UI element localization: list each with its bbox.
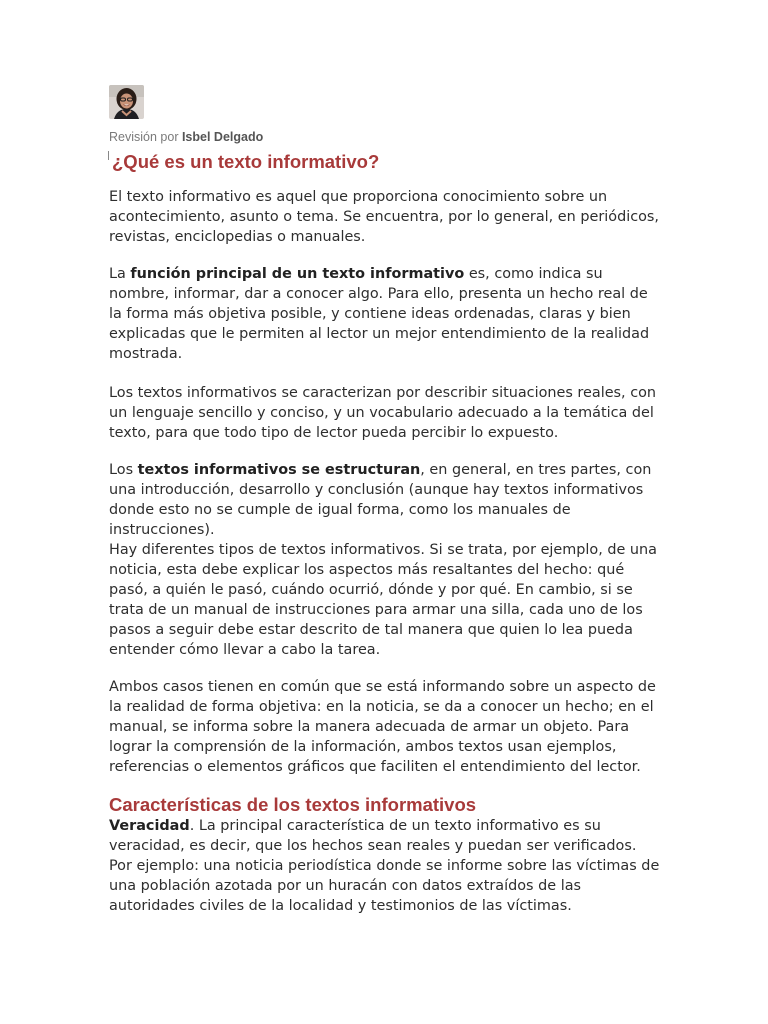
paragraph-intro: El texto informativo es aquel que proporciona conocimiento sobre un acontecimiento, asunto o tema. Se encuentra, por lo general, en periódicos, revistas, enciclopedias o manuales. bbox=[109, 189, 659, 245]
title-cursor-mark bbox=[108, 151, 109, 160]
article-title-text: ¿Qué es un texto informativo? bbox=[112, 151, 380, 172]
paragraph-veracity-rest: . La principal característica de un texto informativo es su veracidad, es decir, que los hechos sean reales y puedan ser verificados. Por ejemplo: una noticia periodística donde se informe sobre las víctimas de una población azotada por un huracán con datos extraídos de las autoridades civiles de la localidad y testimonios de las víctimas. bbox=[109, 818, 660, 914]
section-heading: Características de los textos informativos bbox=[109, 794, 477, 815]
paragraph-structure-bold: textos informativos se estructuran bbox=[137, 462, 421, 478]
author-name[interactable]: Isbel Delgado bbox=[181, 130, 264, 144]
review-byline bbox=[109, 129, 661, 145]
paragraph-veracity bbox=[109, 816, 661, 916]
author-avatar[interactable] bbox=[109, 85, 144, 119]
paragraph-common: Ambos casos tienen en común que se está informando sobre un aspecto de la realidad de forma objetiva: en la noticia, se da a conocer un hecho; en el manual, se informa sobre la manera adecuada de armar un objeto. Para lograr la comprensión de la información, ambos textos usan ejemplos, referencias o elementos gráficos que faciliten el entendimiento del lector. bbox=[109, 679, 656, 775]
paragraph-types: Hay diferentes tipos de textos informativos. Si se trata, por ejemplo, de una noticia, esta debe explicar los aspectos más resaltantes del hecho: qué pasó, a quién le pasó, cuándo ocurrió, dónde y por qué. En cambio, si se trata de un manual de instrucciones para armar una silla, cada uno de los pasos a seguir debe estar descrito de tal manera que quien lo lea pueda entender cómo llevar a cabo la tarea. bbox=[109, 542, 657, 658]
paragraph-function-lead: La bbox=[109, 266, 131, 282]
paragraph-function bbox=[109, 264, 661, 364]
paragraph-structure-lead: Los bbox=[109, 462, 138, 478]
paragraph-structure-rest: , en general, en tres partes, con una introducción, desarrollo y conclusión (aunque hay textos informativos donde esto no se cumple de igual forma, como los manuales de instrucciones). bbox=[109, 462, 652, 538]
paragraph-characteristics: Los textos informativos se caracterizan por describir situaciones reales, con un lenguaje sencillo y conciso, y un vocabulario adecuado a la temática del texto, para que todo tipo de lector pueda percibir lo expuesto. bbox=[109, 385, 657, 441]
article bbox=[109, 85, 661, 916]
paragraph-function-bold: función principal de un texto informativo bbox=[130, 266, 465, 282]
paragraph-structure bbox=[109, 460, 661, 540]
byline-prefix: Revisión por bbox=[109, 130, 182, 144]
article-title bbox=[109, 150, 661, 174]
paragraph-veracity-bold: Veracidad bbox=[109, 818, 190, 834]
paragraph-function-rest: es, como indica su nombre, informar, dar a conocer algo. Para ello, presenta un hecho real de la forma más objetiva posible, y contiene ideas ordenadas, claras y bien explicadas que le permiten al lector un mejor entendimiento de la realidad mostrada. bbox=[109, 266, 650, 362]
